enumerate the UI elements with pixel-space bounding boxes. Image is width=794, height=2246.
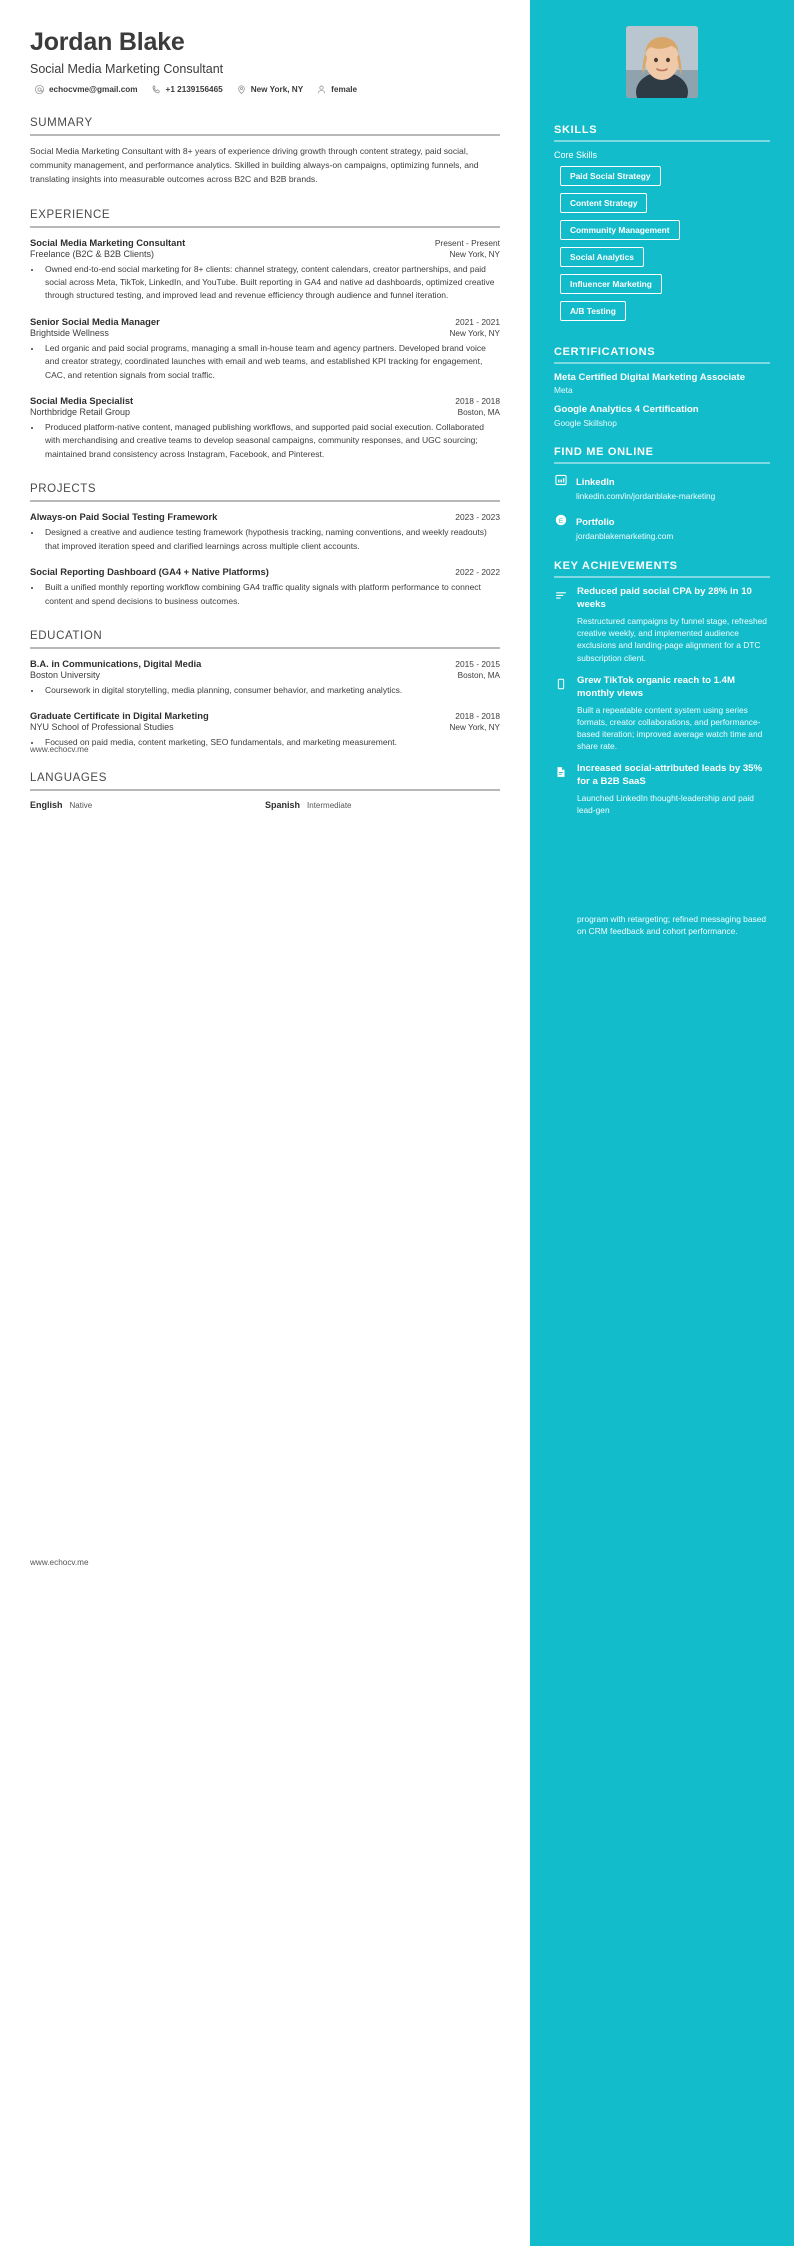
summary-divider [30, 134, 500, 136]
certification-issuer: Google Skillshop [554, 417, 617, 428]
education-divider [30, 647, 500, 649]
achievement-title: Reduced paid social CPA by 28% in 10 weeks [577, 586, 752, 611]
linkedin-icon [554, 473, 568, 487]
achievement-description-overflow: program with retargeting; refined messaging based on CRM feedback and cohort performance. [577, 913, 767, 936]
education-school: Boston University [30, 670, 101, 680]
education-date: 2015 - 2015 [455, 659, 500, 669]
online-link-linkedin[interactable] [554, 472, 770, 503]
language-level: Intermediate [307, 800, 352, 810]
achievement-item [554, 675, 770, 753]
skill-chip: A/B Testing [560, 301, 626, 321]
experience-date: 2021 - 2021 [455, 316, 500, 327]
bullet: • Produced platform-native content, managed publishing workflows, and supported paid social execution. Collaborated with merchandising and creative teams to develop seasonal campaigns, community responses, and UGC sourcing; maintained brand consistency across Instagram, Facebook, and Pinterest. [42, 421, 500, 461]
certifications-section [554, 346, 770, 428]
languages-section [30, 772, 500, 810]
summary-section [30, 117, 500, 187]
contact-email[interactable] [34, 84, 138, 95]
contact-location-value: New York, NY [250, 84, 304, 94]
online-link-url[interactable]: jordanblakemarketing.com [576, 530, 674, 541]
experience-org: Brightside Wellness [30, 327, 109, 338]
contact-phone[interactable] [151, 84, 223, 95]
languages-divider [30, 789, 500, 791]
certification-item [554, 404, 770, 427]
projects-divider [30, 500, 500, 502]
skills-section [554, 124, 770, 328]
sidebar [530, 0, 794, 2246]
education-bullets [42, 736, 500, 749]
bullet: • Built a unified monthly reporting workflow combining GA4 traffic quality signals with platform performance to connect content and spend decisions to business outcomes. [42, 581, 500, 608]
achievement-description: Restructured campaigns by funnel stage, refreshed creative weekly, and implemented audience exclusions and landing-page alignment for a DTC subscription client. [577, 616, 767, 663]
experience-location: New York, NY [449, 328, 500, 338]
experience-role: Social Media Specialist [30, 395, 134, 407]
experience-date: 2018 - 2018 [455, 396, 500, 407]
education-degree: Graduate Certificate in Digital Marketing [30, 710, 209, 722]
experience-entry [30, 237, 500, 303]
svg-text:E: E [558, 517, 564, 525]
person-icon [316, 84, 327, 95]
education-section [30, 630, 500, 750]
email-icon [34, 84, 45, 95]
summary-section-title: SUMMARY [30, 116, 93, 129]
education-location: Boston, MA [457, 671, 500, 680]
key-achievements-title: KEY ACHIEVEMENTS [554, 560, 678, 573]
experience-entry [30, 395, 500, 461]
bullet: • Owned end-to-end social marketing for 8+ clients: channel strategy, content calendars, creator partnerships, and paid social across Meta, TikTok, LinkedIn, and YouTube. Built reporting in GA4 and native ad dashboards, optimized creative through structured testing, and improved lead and revenue efficiency through audience and funnel iteration. [42, 263, 500, 303]
experience-date: Present - Present [434, 237, 500, 248]
project-date: 2023 - 2023 [455, 512, 500, 523]
mobile-icon [554, 677, 568, 691]
experience-section-title: EXPERIENCE [30, 208, 111, 221]
skills-chip-list [554, 166, 770, 328]
experience-bullets [42, 421, 500, 461]
language-item [30, 800, 265, 810]
online-link-portfolio[interactable] [554, 512, 770, 543]
language-item [265, 800, 500, 810]
achievement-title: Grew TikTok organic reach to 1.4M monthly views [577, 674, 735, 699]
skill-chip: Influencer Marketing [560, 274, 662, 294]
education-school: NYU School of Professional Studies [30, 722, 174, 733]
key-achievements-divider [554, 576, 770, 578]
skills-subtitle: Core Skills [554, 150, 598, 160]
education-date: 2018 - 2018 [455, 711, 500, 722]
education-entry [30, 658, 500, 697]
phone-icon [151, 84, 162, 95]
achievement-item [554, 763, 770, 937]
education-bullets [42, 684, 500, 697]
certification-name: Meta Certified Digital Marketing Associate [554, 372, 746, 383]
certifications-title: CERTIFICATIONS [554, 346, 656, 358]
page-title: Jordan Blake [30, 28, 185, 56]
certifications-divider [554, 362, 770, 364]
experience-bullets [42, 263, 500, 303]
education-section-title: EDUCATION [30, 630, 103, 642]
experience-section [30, 209, 500, 462]
skill-chip: Content Strategy [560, 193, 647, 213]
education-entry [30, 710, 500, 749]
certification-name: Google Analytics 4 Certification [554, 404, 699, 416]
experience-location: New York, NY [449, 249, 500, 259]
experience-role: Senior Social Media Manager [30, 315, 160, 327]
skills-title: SKILLS [554, 124, 598, 136]
achievement-description: Built a repeatable content system using series formats, creator collaborations, and performance-based iteration; improved average watch time and share rate. [577, 704, 763, 752]
project-name: Always-on Paid Social Testing Framework [30, 511, 218, 523]
experience-entry [30, 316, 500, 382]
achievement-item [554, 586, 770, 664]
skill-chip: Paid Social Strategy [560, 166, 661, 186]
projects-section [30, 483, 500, 608]
avatar [626, 26, 698, 98]
online-link-label: Portfolio [576, 515, 615, 527]
projects-section-title: PROJECTS [30, 483, 97, 496]
online-link-url[interactable]: linkedin.com/in/jordanblake-marketing [576, 490, 716, 501]
language-name: Spanish [265, 799, 301, 810]
bullet: • Led organic and paid social programs, managing a small in-house team and agency partners. Developed brand voice and creator strategy, coordinated launches with email and web teams, and established KPI tracking for engagement, CAC, and retention signals from social traffic. [42, 342, 500, 382]
experience-org: Northbridge Retail Group [30, 407, 131, 418]
document-icon [554, 765, 568, 779]
project-bullets [42, 526, 500, 553]
education-degree: B.A. in Communications, Digital Media [30, 658, 202, 669]
education-location: New York, NY [449, 723, 500, 733]
certification-item [554, 372, 770, 395]
experience-location: Boston, MA [457, 408, 500, 418]
experience-bullets [42, 342, 500, 382]
language-name: English [30, 799, 63, 810]
language-level: Native [69, 800, 93, 810]
project-bullets [42, 581, 500, 608]
skill-chip: Social Analytics [560, 247, 644, 267]
online-link-label: LinkedIn [576, 475, 615, 487]
find-me-online-divider [554, 462, 770, 464]
find-me-online-section [554, 446, 770, 542]
experience-org: Freelance (B2C & B2B Clients) [30, 248, 155, 259]
experience-role: Social Media Marketing Consultant [30, 236, 186, 248]
bullet: • Designed a creative and audience testing framework (hypothesis tracking, naming conventions, and weekly readouts) that improved iteration speed and clarified learnings across multiple client accounts. [42, 526, 500, 553]
location-pin-icon [236, 84, 247, 95]
lines-icon [554, 588, 568, 602]
find-me-online-title: FIND ME ONLINE [554, 445, 654, 458]
contact-gender [316, 84, 357, 95]
bullet: • Focused on paid media, content marketing, SEO fundamentals, and marketing measurement. [42, 736, 500, 749]
experience-divider [30, 226, 500, 228]
certification-issuer: Meta [554, 385, 573, 396]
portfolio-icon [554, 513, 568, 527]
project-date: 2022 - 2022 [455, 567, 500, 578]
project-entry [30, 511, 500, 553]
key-achievements-section [554, 560, 770, 937]
contact-row [34, 84, 500, 95]
achievement-title: Increased social-attributed leads by 35% for a B2B SaaS [577, 763, 763, 788]
summary-text: Social Media Marketing Consultant with 8+ years of experience driving growth through content strategy, paid social, community management, and performance analytics. Skilled in building always-on campaigns, optimizing funnels, and translating insights into measurable outcomes across B2C and B2B brands. [30, 145, 479, 184]
skills-divider [554, 140, 770, 142]
headline: Social Media Marketing Consultant [30, 61, 224, 76]
contact-email-value: echocvme@gmail.com [49, 84, 138, 94]
footer-url-bottom[interactable]: www.echocv.me [30, 1558, 89, 1567]
project-name: Social Reporting Dashboard (GA4 + Native Platforms) [30, 566, 269, 578]
bullet: • Coursework in digital storytelling, media planning, consumer behavior, and marketing analytics. [42, 684, 500, 697]
contact-phone-value: +1 2139156465 [165, 84, 223, 94]
languages-row [30, 800, 500, 810]
contact-gender-value: female [331, 84, 358, 94]
achievement-description: Launched LinkedIn thought-leadership and paid lead-gen [577, 793, 754, 816]
project-entry [30, 566, 500, 608]
contact-location [236, 84, 303, 95]
languages-section-title: LANGUAGES [30, 771, 107, 784]
skill-chip: Community Management [560, 220, 680, 240]
footer-url-top[interactable]: www.echocv.me [30, 745, 89, 754]
